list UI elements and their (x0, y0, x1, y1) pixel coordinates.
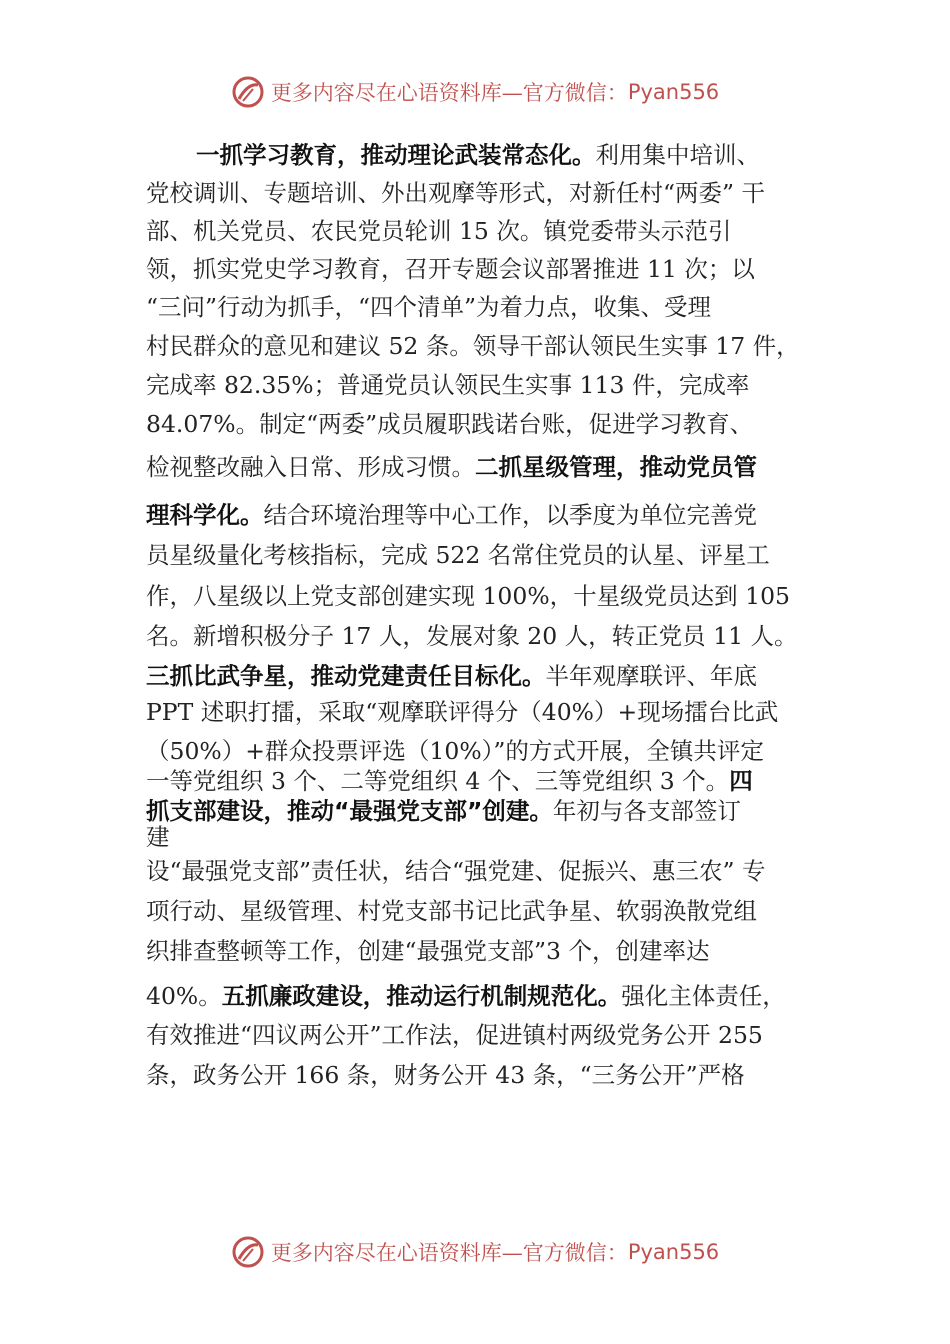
body-text: （50%）+群众投票评选（10%）”的方式开展，全镇共评定 (146, 737, 764, 765)
text-line (146, 370, 749, 400)
watermark-wechat-id: Pyan556 (627, 1240, 720, 1264)
section-heading: 三抓比武争星，推动党建责任目标化。 (146, 662, 546, 690)
body-text: 年初与各支部签订 (552, 797, 741, 825)
text-line (146, 216, 731, 246)
body-text: 设“最强党支部”责任状，结合“强党建、促振兴、惠三农” 专 (146, 857, 766, 885)
text-line (146, 856, 766, 886)
text-line (146, 331, 800, 361)
text-line (146, 1060, 745, 1090)
body-text: “三问”行动为抓手，“四个清单”为着力点，收集、受理 (146, 293, 712, 321)
text-line (146, 736, 764, 766)
body-text: 利用集中培训、 (595, 141, 760, 169)
body-text: 建 (146, 823, 170, 851)
body-text: PPT 述职打擂，采取“观摩联评得分（40%）+现场擂台比武 (146, 698, 779, 726)
text-line (146, 178, 765, 208)
body-text: 检视整改融入日常、形成习惯。 (146, 453, 475, 481)
text-line (146, 500, 757, 530)
text-line (146, 621, 798, 651)
text-line (146, 981, 786, 1011)
body-text: 半年观摩联评、年底 (545, 662, 757, 690)
text-line (146, 292, 711, 322)
text-line (146, 581, 790, 611)
watermark-text: 更多内容尽在心语资料库—官方微信： (270, 81, 628, 105)
watermark-footer (0, 1232, 950, 1272)
text-line (146, 766, 753, 796)
text-line (146, 452, 757, 482)
text-line (146, 896, 757, 926)
seal-logo-icon (231, 75, 265, 109)
text-line (146, 409, 753, 439)
watermark-header (0, 72, 950, 112)
section-heading: 二抓星级管理，推动党员管 (475, 453, 757, 481)
body-text: 部、机关党员、农民党员轮训 15 次。镇党委带头示范引 (146, 217, 732, 245)
seal-logo-icon (231, 1235, 265, 1269)
body-text: 党校调训、专题培训、外出观摩等形式，对新任村“两委” 干 (146, 179, 765, 207)
section-heading: 四 (729, 767, 753, 795)
section-heading: 一抓学习教育，推动理论武装常态化。 (196, 141, 596, 169)
body-text: 织排查整顿等工作，创建“最强党支部”3 个，创建率达 (146, 937, 710, 965)
body-text: 作，八星级以上党支部创建实现 100%，十星级党员达到 105 (146, 582, 790, 610)
body-text: 员星级量化考核指标，完成 522 名常住党员的认星、评星工 (146, 541, 770, 569)
text-line (146, 796, 741, 826)
text-line (146, 1020, 763, 1050)
section-heading: 理科学化。 (146, 501, 264, 529)
text-line (146, 697, 778, 727)
section-heading: 五抓廉政建设，推动运行机制规范化。 (221, 982, 622, 1010)
body-text: 名。新增积极分子 17 人，发展对象 20 人，转正党员 11 人。 (146, 622, 798, 650)
body-text: 领，抓实党史学习教育，召开专题会议部署推进 11 次；以 (146, 255, 755, 283)
body-text: 一等党组织 3 个、二等党组织 4 个、三等党组织 3 个。 (146, 767, 730, 795)
section-heading: 抓支部建设，推动“最强党支部”创建。 (146, 797, 553, 825)
text-line (146, 822, 170, 852)
text-line (146, 936, 709, 966)
body-text: 完成率 82.35%；普通党员认领民生实事 113 件，完成率 (146, 371, 750, 399)
body-text: 结合环境治理等中心工作，以季度为单位完善党 (263, 501, 757, 529)
watermark-wechat-id: Pyan556 (627, 80, 720, 104)
body-text: 村民群众的意见和建议 52 条。领导干部认领民生实事 17 件， (146, 332, 800, 360)
body-text: 40%。 (146, 982, 222, 1010)
body-text: 84.07%。制定“两委”成员履职践诺台账，促进学习教育、 (146, 410, 754, 438)
text-line (146, 661, 757, 691)
body-text: 强化主体责任， (621, 982, 786, 1010)
body-text: 有效推进“四议两公开”工作法，促进镇村两级党务公开 255 (146, 1021, 763, 1049)
body-text: 条，政务公开 166 条，财务公开 43 条，“三务公开”严格 (146, 1061, 745, 1089)
text-line (196, 140, 760, 170)
body-text: 项行动、星级管理、村党支部书记比武争星、软弱涣散党组 (146, 897, 757, 925)
watermark-text: 更多内容尽在心语资料库—官方微信： (270, 1241, 628, 1265)
text-line (146, 540, 770, 570)
text-line (146, 254, 755, 284)
